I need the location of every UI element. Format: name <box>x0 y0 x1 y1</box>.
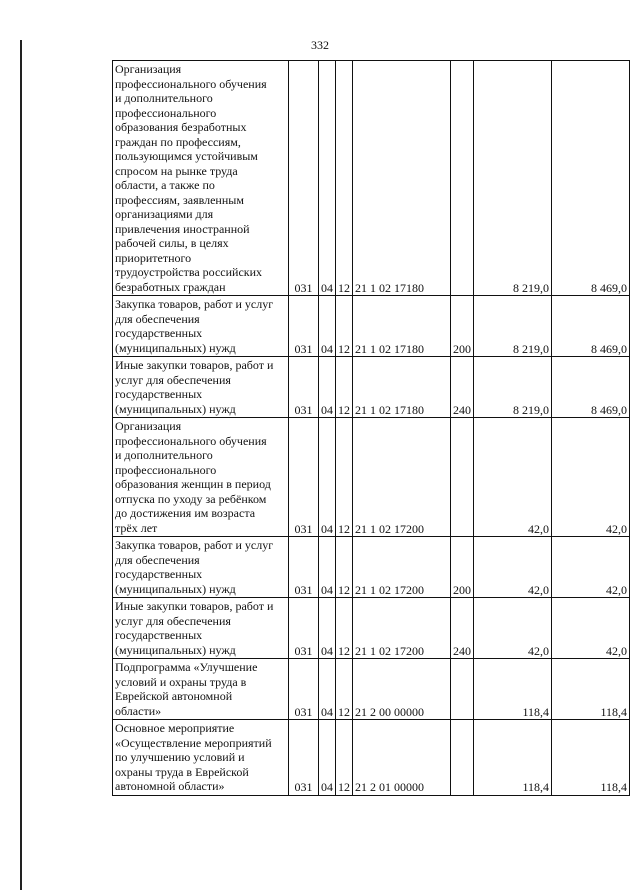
table-row <box>113 720 630 796</box>
amount-year-2-cell: 118,4 <box>552 720 630 796</box>
expense-name-line: Организация <box>115 62 182 76</box>
expense-name-line: Подпрограмма «Улучшение <box>115 660 258 674</box>
expense-name-line: образования женщин в период <box>115 477 271 491</box>
expense-name-line: для обеспечения <box>115 311 200 326</box>
expense-name-line: профессионального обучения <box>115 76 267 91</box>
section-cell: 04 <box>319 537 336 598</box>
expense-name-line: рабочей силы, в целях <box>115 236 229 250</box>
section-cell: 04 <box>319 357 336 418</box>
expense-name-line: привлечения иностранной <box>115 221 250 236</box>
expense-name-line: услуг для обеспечения <box>115 613 231 628</box>
amount-year-2-cell: 118,4 <box>552 659 630 720</box>
expense-name-line: трудоустройства российских <box>115 265 263 279</box>
expense-type-cell: 200 <box>451 537 474 598</box>
expense-name-line: (муниципальных) нужд <box>115 401 236 416</box>
table-row <box>113 598 630 659</box>
amount-year-1-cell: 8 219,0 <box>474 357 552 418</box>
target-article-cell: 21 2 01 00000 <box>353 720 451 796</box>
subsection-cell: 12 <box>336 720 353 796</box>
amount-year-1-cell: 42,0 <box>474 598 552 659</box>
subsection-cell: 12 <box>336 659 353 720</box>
expense-name-cell <box>113 659 289 720</box>
expense-type-cell <box>451 659 474 720</box>
expense-name-line: государственных <box>115 628 203 642</box>
expense-name-cell <box>113 357 289 418</box>
expense-name-line: области» <box>115 703 162 718</box>
target-article-cell: 21 1 02 17200 <box>353 418 451 537</box>
expense-name-cell <box>113 537 289 598</box>
expense-name-line: для обеспечения <box>115 552 200 567</box>
expense-name-line: Иные закупки товаров, работ и <box>115 599 274 613</box>
expense-name-line: граждан по профессиям, <box>115 134 241 149</box>
subsection-cell: 12 <box>336 61 353 296</box>
section-cell: 04 <box>319 418 336 537</box>
expense-name-line: государственных <box>115 326 203 340</box>
expense-name-line: (муниципальных) нужд <box>115 581 236 596</box>
expense-name-line: безработных граждан <box>115 279 226 294</box>
expense-name-line: области, а также по <box>115 178 215 192</box>
expense-type-cell <box>451 720 474 796</box>
expense-name-line: образования безработных <box>115 120 247 134</box>
amount-year-1-cell: 118,4 <box>474 720 552 796</box>
expense-name-line: государственных <box>115 387 203 401</box>
page-number: 332 <box>311 38 329 52</box>
table-row <box>113 418 630 537</box>
expense-name-line: профессионального обучения <box>115 433 267 448</box>
expense-name-line: (муниципальных) нужд <box>115 642 236 657</box>
expense-type-cell: 240 <box>451 598 474 659</box>
expense-name-line: и дополнительного <box>115 91 213 105</box>
table-row <box>113 61 630 296</box>
amount-year-2-cell: 8 469,0 <box>552 61 630 296</box>
expense-name-line: пользующимся устойчивым <box>115 149 258 163</box>
expense-name-line: услуг для обеспечения <box>115 372 231 387</box>
expense-name-line: спросом на рынке труда <box>115 163 238 178</box>
table-row <box>113 357 630 418</box>
expense-name-line: отпуска по уходу за ребёнком <box>115 491 267 506</box>
target-article-cell: 21 1 02 17200 <box>353 598 451 659</box>
subsection-cell: 12 <box>336 418 353 537</box>
expense-name-line: автономной области» <box>115 779 225 793</box>
subsection-cell: 12 <box>336 598 353 659</box>
expense-type-cell <box>451 418 474 537</box>
budget-table <box>112 60 630 796</box>
subsection-cell: 12 <box>336 537 353 598</box>
ministry-code-cell: 031 <box>289 720 319 796</box>
expense-name-line: (муниципальных) нужд <box>115 340 236 355</box>
ministry-code-cell: 031 <box>289 537 319 598</box>
expense-name-line: по улучшению условий и <box>115 750 245 764</box>
target-article-cell: 21 1 02 17180 <box>353 357 451 418</box>
section-cell: 04 <box>319 598 336 659</box>
table-row <box>113 659 630 720</box>
expense-name-line: профессионального <box>115 105 217 120</box>
expense-name-line: Еврейской автономной <box>115 689 233 703</box>
amount-year-2-cell: 42,0 <box>552 598 630 659</box>
amount-year-1-cell: 8 219,0 <box>474 296 552 357</box>
expense-name-line: профессионального <box>115 462 217 477</box>
expense-name-line: профессиям, заявленным <box>115 192 244 207</box>
expense-name-line: трёх лет <box>115 520 158 535</box>
subsection-cell: 12 <box>336 296 353 357</box>
section-cell: 04 <box>319 61 336 296</box>
expense-name-line: до достижения им возраста <box>115 506 256 520</box>
expense-name-line: приоритетного <box>115 250 192 265</box>
expense-type-cell <box>451 61 474 296</box>
expense-name-line: организациями для <box>115 207 214 221</box>
amount-year-2-cell: 8 469,0 <box>552 296 630 357</box>
ministry-code-cell: 031 <box>289 357 319 418</box>
table-row <box>113 296 630 357</box>
expense-name-line: и дополнительного <box>115 448 213 462</box>
expense-name-cell <box>113 61 289 296</box>
expense-name-line: охраны труда в Еврейской <box>115 764 249 779</box>
ministry-code-cell: 031 <box>289 296 319 357</box>
expense-name-line: Основное мероприятие <box>115 721 235 735</box>
ministry-code-cell: 031 <box>289 598 319 659</box>
expense-name-cell <box>113 598 289 659</box>
subsection-cell: 12 <box>336 357 353 418</box>
expense-type-cell: 200 <box>451 296 474 357</box>
amount-year-1-cell: 8 219,0 <box>474 61 552 296</box>
expense-name-line: Закупка товаров, работ и услуг <box>115 538 274 552</box>
target-article-cell: 21 1 02 17200 <box>353 537 451 598</box>
expense-name-cell <box>113 720 289 796</box>
amount-year-2-cell: 42,0 <box>552 537 630 598</box>
expense-name-line: «Осуществление мероприятий <box>115 735 272 750</box>
target-article-cell: 21 2 00 00000 <box>353 659 451 720</box>
amount-year-1-cell: 42,0 <box>474 537 552 598</box>
amount-year-1-cell: 118,4 <box>474 659 552 720</box>
expense-name-cell <box>113 418 289 537</box>
expense-name-line: Закупка товаров, работ и услуг <box>115 297 274 311</box>
expense-type-cell: 240 <box>451 357 474 418</box>
target-article-cell: 21 1 02 17180 <box>353 61 451 296</box>
expense-name-cell <box>113 296 289 357</box>
binding-line <box>20 40 22 890</box>
section-cell: 04 <box>319 720 336 796</box>
section-cell: 04 <box>319 659 336 720</box>
section-cell: 04 <box>319 296 336 357</box>
ministry-code-cell: 031 <box>289 61 319 296</box>
ministry-code-cell: 031 <box>289 659 319 720</box>
table-row <box>113 537 630 598</box>
expense-name-line: государственных <box>115 567 203 581</box>
amount-year-2-cell: 42,0 <box>552 418 630 537</box>
expense-name-line: условий и охраны труда в <box>115 674 247 689</box>
expense-name-line: Иные закупки товаров, работ и <box>115 358 274 372</box>
target-article-cell: 21 1 02 17180 <box>353 296 451 357</box>
ministry-code-cell: 031 <box>289 418 319 537</box>
amount-year-1-cell: 42,0 <box>474 418 552 537</box>
expense-name-line: Организация <box>115 419 182 433</box>
amount-year-2-cell: 8 469,0 <box>552 357 630 418</box>
